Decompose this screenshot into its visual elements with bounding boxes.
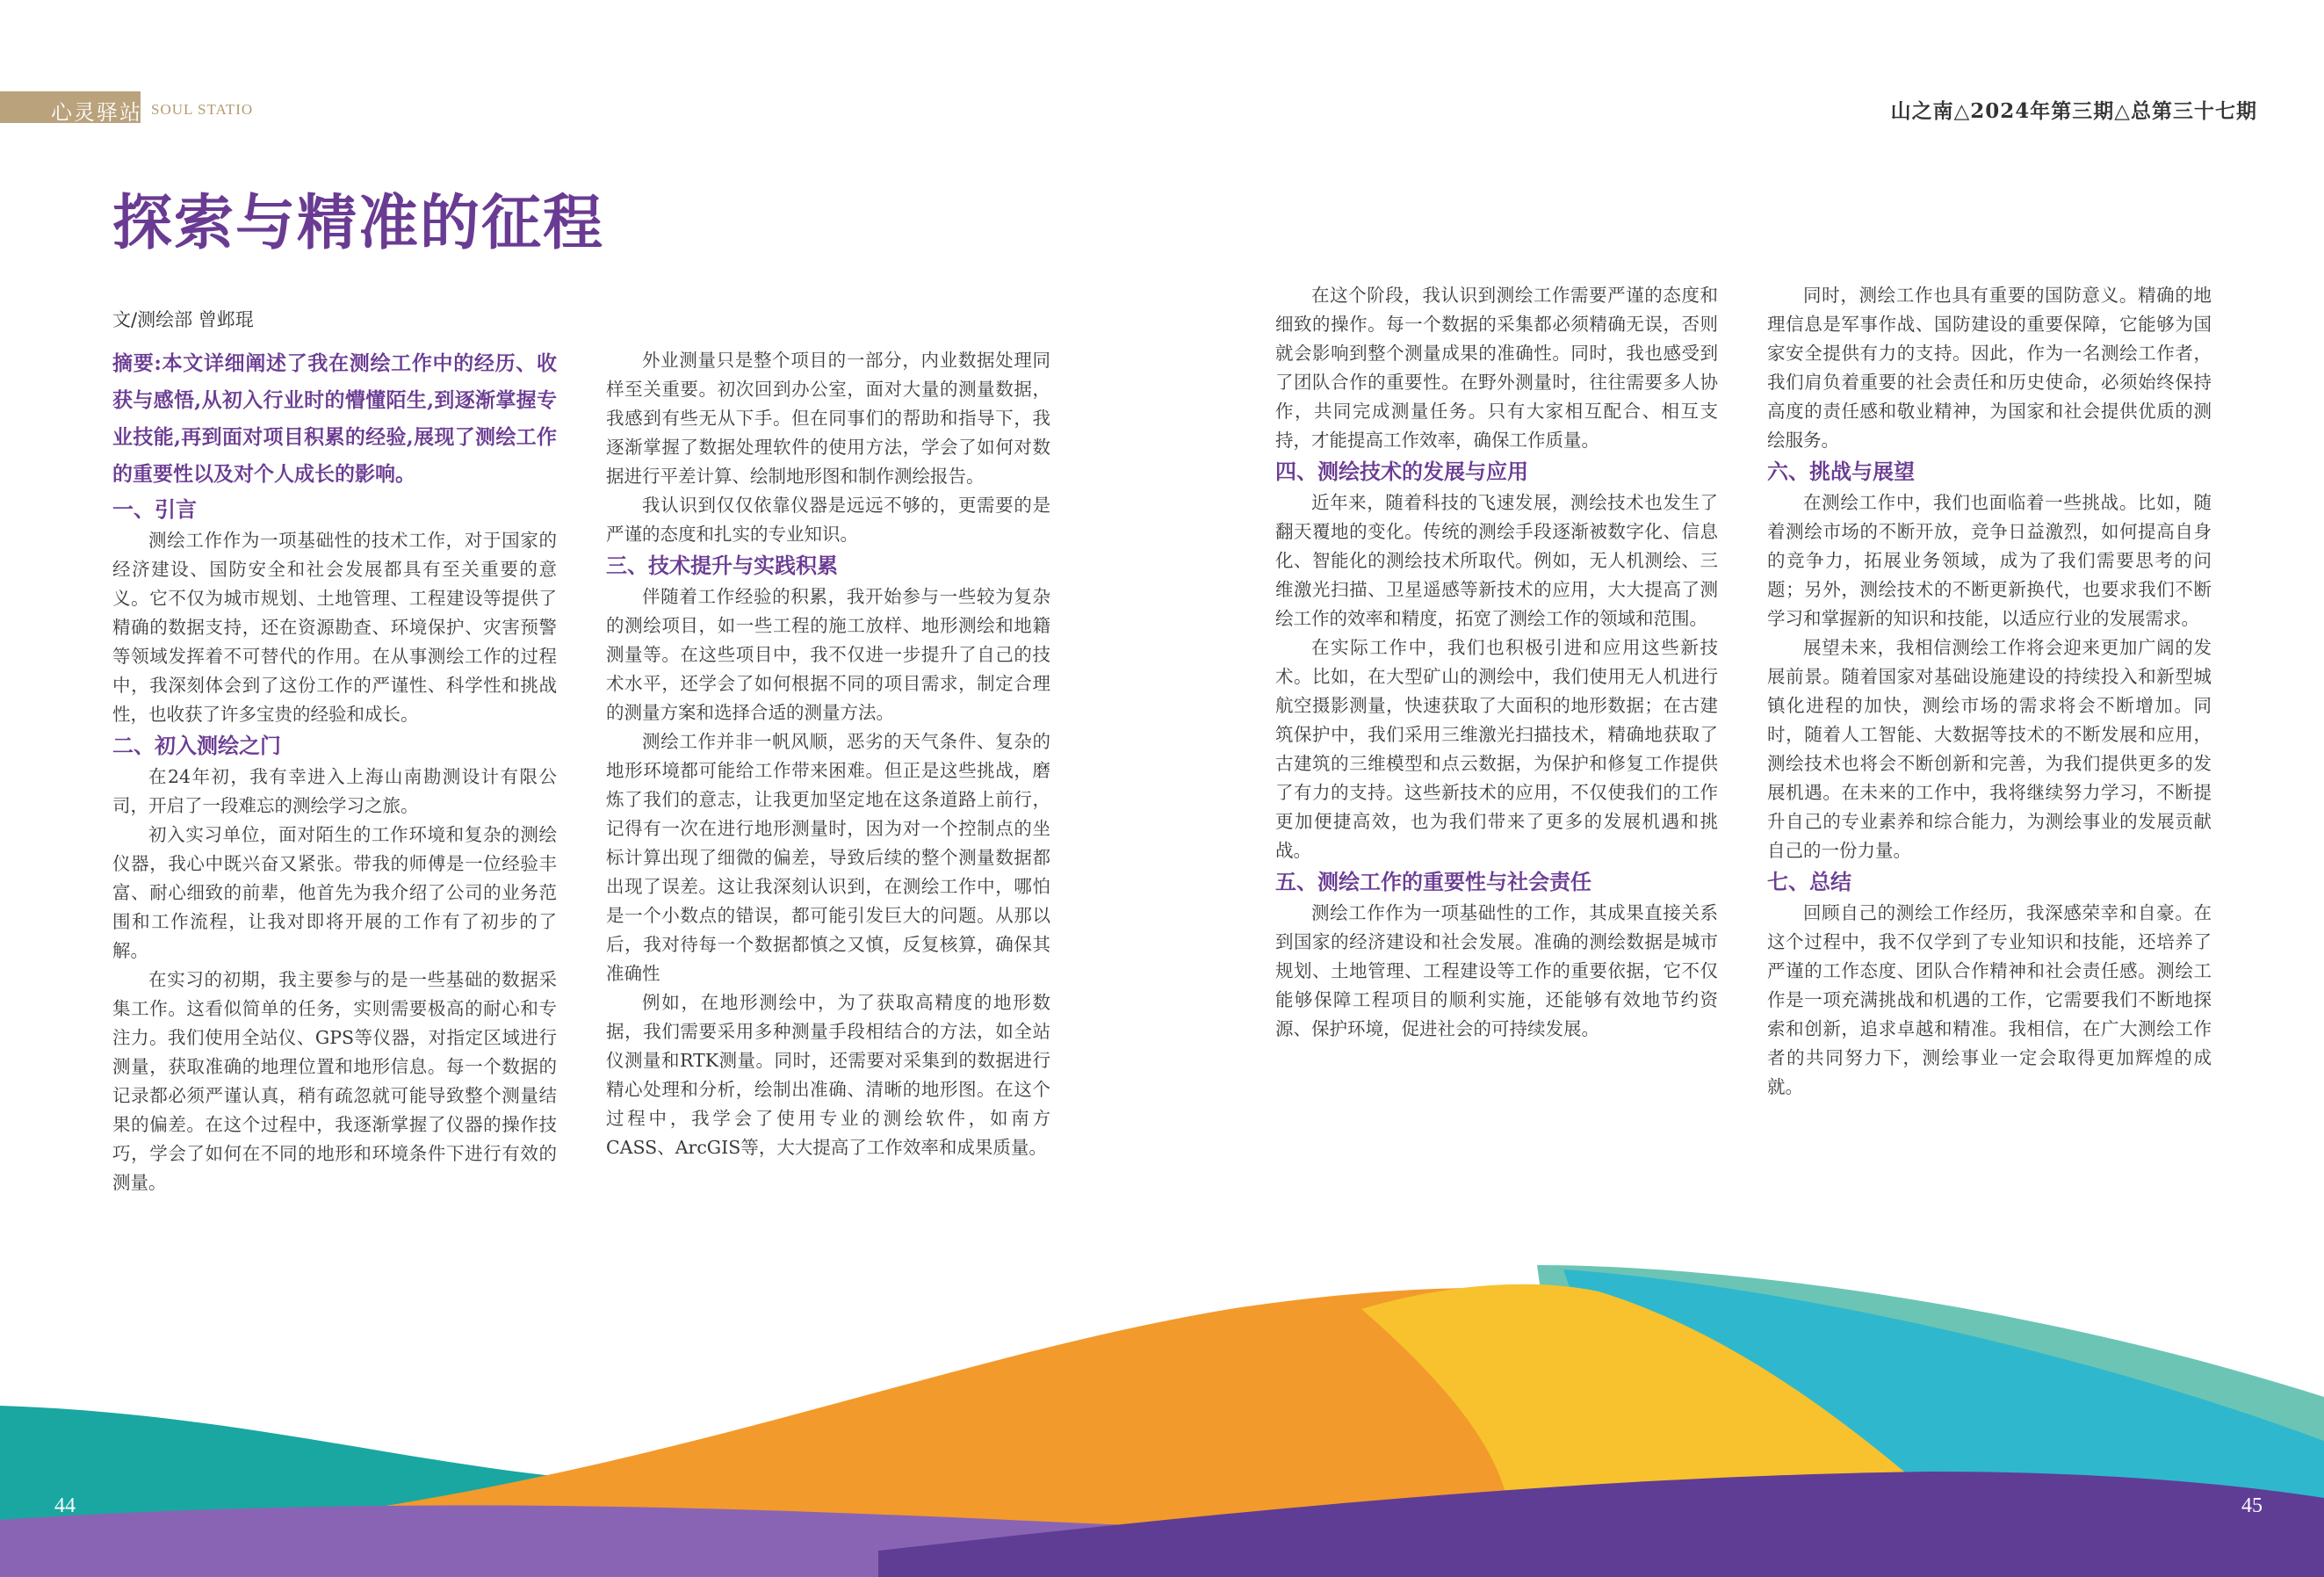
section-heading: 二、初入测绘之门 <box>112 733 281 758</box>
paragraph: 在实习的初期，我主要参与的是一些基础的数据采集工作。这看似简单的任务，实则需要极高的耐心和专注力。我们使用全站仪、GPS等仪器，对指定区域进行测量，获取准确的地理位置和地形信息。每一个数据的记录都必须严谨认真，稍有疏忽就可能导致整个测量结果的偏差。在这个过程中，我逐渐掌握了仪器的操作技巧，学会了如何在不同的地形和环境条件下进行有效的测量。 <box>112 969 557 1193</box>
text-column-4 <box>1767 281 2212 1102</box>
section-heading: 一、引言 <box>112 496 197 522</box>
paragraph: 在实际工作中，我们也积极引进和应用这些新技术。比如，在大型矿山的测绘中，我们使用无人机进行航空摄影测量，快速获取了大面积的地形数据；在古建筑保护中，我们采用三维激光扫描技术，精确地获取了古建筑的三维模型和点云数据，为保护和修复工作提供了有力的支持。这些新技术的应用，不仅使我们的工作更加便捷高效，也为我们带来了更多的发展机遇和挑战。 <box>1275 637 1718 861</box>
paragraph: 在24年初，我有幸进入上海山南勘测设计有限公司，开启了一段难忘的测绘学习之旅。 <box>112 766 557 816</box>
section-heading: 三、技术提升与实践积累 <box>606 553 838 578</box>
text-column-2 <box>606 346 1050 1162</box>
section-title-en: SOUL STATIO <box>151 101 254 118</box>
section-heading: 七、总结 <box>1767 869 1851 894</box>
section-heading: 五、测绘工作的重要性与社会责任 <box>1275 869 1591 894</box>
paragraph: 我认识到仅仅依靠仪器是远远不够的，更需要的是严谨的态度和扎实的专业知识。 <box>606 495 1050 545</box>
paragraph: 测绘工作作为一项基础性的技术工作，对于国家的经济建设、国防安全和社会发展都具有至关重要的意义。它不仅为城市规划、土地管理、工程建设等提供了精确的数据支持，还在资源勘查、环境保护、灾害预警等领域发挥着不可替代的作用。在从事测绘工作的过程中，我深刻体会到了这份工作的严谨性、科学性和挑战性，也收获了许多宝贵的经验和成长。 <box>112 530 557 725</box>
text-column-3 <box>1275 281 1718 1044</box>
abstract: 摘要:本文详细阐述了我在测绘工作中的经历、收获与感悟,从初入行业时的懵懂陌生,到逐渐掌握专业技能,再到面对项目积累的经验,展现了测绘工作的重要性以及对个人成长的影响。 <box>112 351 557 486</box>
paragraph: 外业测量只是整个项目的一部分，内业数据处理同样至关重要。初次回到办公室，面对大量的测量数据，我感到有些无从下手。但在同事们的帮助和指导下，我逐渐掌握了数据处理软件的使用方法，学会了如何对数据进行平差计算、绘制地形图和制作测绘报告。 <box>606 350 1050 487</box>
paragraph: 展望未来，我相信测绘工作将会迎来更加广阔的发展前景。随着国家对基础设施建设的持续投入和新型城镇化进程的加快，测绘市场的需求将会不断增加。同时，随着人工智能、大数据等技术的不断发展和应用，测绘技术也将会不断创新和完善，为我们提供更多的发展机遇。在未来的工作中，我将继续努力学习，不断提升自己的专业素养和综合能力，为测绘事业的发展贡献自己的一份力量。 <box>1767 637 2212 861</box>
text-column-1 <box>112 345 557 1197</box>
paragraph: 同时，测绘工作也具有重要的国防意义。精确的地理信息是军事作战、国防建设的重要保障，它能够为国家安全提供有力的支持。因此，作为一名测绘工作者，我们肩负着重要的社会责任和历史使命，必须始终保持高度的责任感和敬业精神，为国家和社会提供优质的测绘服务。 <box>1767 285 2212 451</box>
article-title: 探索与精准的征程 <box>112 188 605 258</box>
page-number-right: 45 <box>2241 1494 2263 1517</box>
paragraph: 在测绘工作中，我们也面临着一些挑战。比如，随着测绘市场的不断开放，竞争日益激烈，如何提高自身的竞争力，拓展业务领域，成为了我们需要思考的问题；另外，测绘技术的不断更新换代，也要求我们不断学习和掌握新的知识和技能，以适应行业的发展需求。 <box>1767 492 2212 629</box>
paragraph: 测绘工作并非一帆风顺，恶劣的天气条件、复杂的地形环境都可能给工作带来困难。但正是这些挑战，磨炼了我们的意志，让我更加坚定地在这条道路上前行，记得有一次在进行地形测量时，因为对一个控制点的坐标计算出现了细微的偏差，导致后续的整个测量数据都出现了误差。这让我深刻认识到，在测绘工作中，哪怕是一个小数点的错误，都可能引发巨大的问题。从那以后，我对待每一个数据都慎之又慎，反复核算，确保其准确性 <box>606 731 1050 984</box>
section-heading: 六、挑战与展望 <box>1767 459 1915 484</box>
paragraph: 回顾自己的测绘工作经历，我深感荣幸和自豪。在这个过程中，我不仅学到了专业知识和技能，还培养了严谨的工作态度、团队合作精神和社会责任感。测绘工作是一项充满挑战和机遇的工作，它需要我们不断地探索和创新，追求卓越和精准。我相信，在广大测绘工作者的共同努力下，测绘事业一定会取得更加辉煌的成就。 <box>1767 902 2212 1097</box>
paragraph: 在这个阶段，我认识到测绘工作需要严谨的态度和细致的操作。每一个数据的采集都必须精确无误，否则就会影响到整个测量成果的准确性。同时，我也感受到了团队合作的重要性。在野外测量时，往往需要多人协作，共同完成测量任务。只有大家相互配合、相互支持，才能提高工作效率，确保工作质量。 <box>1275 285 1718 451</box>
section-title-zh: 心灵驿站 <box>51 100 142 125</box>
paragraph: 测绘工作作为一项基础性的工作，其成果直接关系到国家的经济建设和社会发展。准确的测绘数据是城市规划、土地管理、工程建设等工作的重要依据，它不仅能够保障工程项目的顺利实施，还能够有效地节约资源、保护环境，促进社会的可持续发展。 <box>1275 902 1718 1039</box>
paragraph: 伴随着工作经验的积累，我开始参与一些较为复杂的测绘项目，如一些工程的施工放样、地形测绘和地籍测量等。在这些项目中，我不仅进一步提升了自己的技术水平，还学会了如何根据不同的项目需求，制定合理的测量方案和选择合适的测量方法。 <box>606 586 1050 723</box>
section-heading: 四、测绘技术的发展与应用 <box>1275 459 1528 484</box>
paragraph: 近年来，随着科技的飞速发展，测绘技术也发生了翻天覆地的变化。传统的测绘手段逐渐被数字化、信息化、智能化的测绘技术所取代。例如，无人机测绘、三维激光扫描、卫星遥感等新技术的应用，大大提高了测绘工作的效率和精度，拓宽了测绘工作的领域和范围。 <box>1275 492 1718 629</box>
paragraph: 初入实习单位，面对陌生的工作环境和复杂的测绘仪器，我心中既兴奋又紧张。带我的师傅是一位经验丰富、耐心细致的前辈，他首先为我介绍了公司的业务范围和工作流程，让我对即将开展的工作有了初步的了解。 <box>112 824 557 961</box>
paragraph: 例如，在地形测绘中，为了获取高精度的地形数据，我们需要采用多种测量手段相结合的方法，如全站仪测量和RTK测量。同时，还需要对采集到的数据进行精心处理和分析，绘制出准确、清晰的地形图。在这个过程中，我学会了使用专业的测绘软件，如南方CASS、ArcGIS等，大大提高了工作效率和成果质量。 <box>606 992 1050 1158</box>
article-author: 文/测绘部 曾邺琨 <box>112 309 254 330</box>
page-number-left: 44 <box>54 1494 76 1517</box>
decorative-waves <box>0 1248 2324 1577</box>
issue-info: 山之南△2024年第三期△总第三十七期 <box>1890 99 2257 123</box>
